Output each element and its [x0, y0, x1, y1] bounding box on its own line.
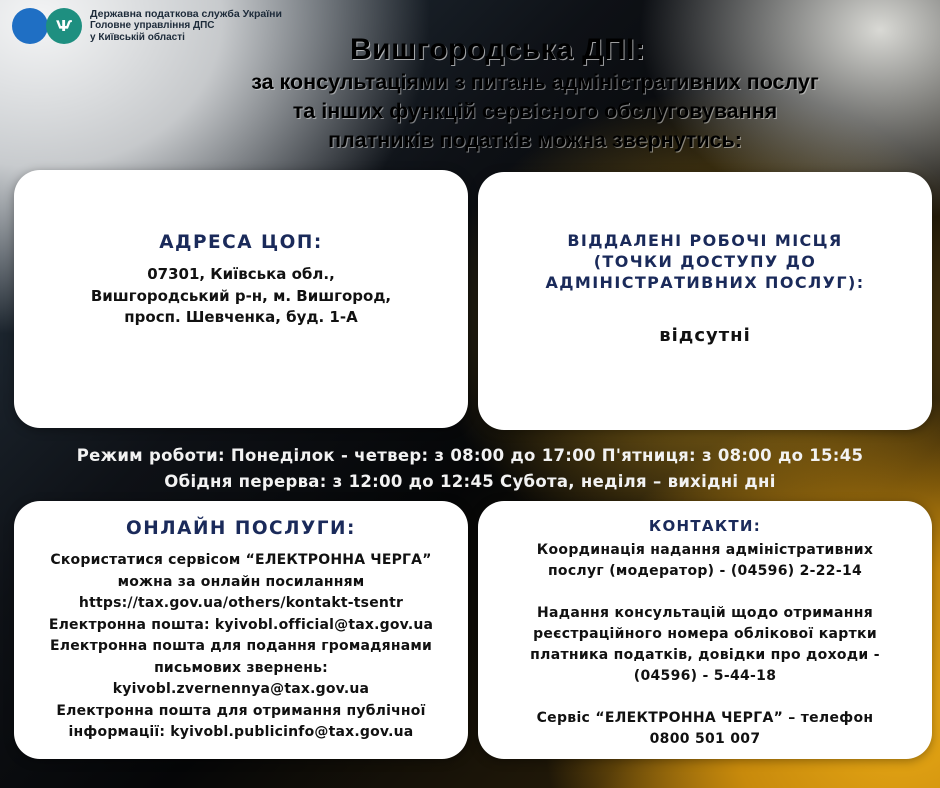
contact-line: Надання консультацій щодо отримання — [536, 605, 874, 621]
contact-line: Координація надання адміністративних — [536, 542, 874, 558]
online-line: письмових звернень: — [154, 659, 328, 676]
page-subtitle — [140, 68, 930, 155]
lunch-break-weekends: Обідня перерва: з 12:00 до 12:45 Субота, неділя – вихідні дні — [164, 472, 776, 491]
org-name-line3: у Київській області — [90, 32, 185, 43]
address-heading: АДРЕСА ЦОП: — [159, 232, 323, 253]
moderator-phone: послуг (модератор) - (04596) 2-22-14 — [547, 563, 863, 579]
online-services-card — [14, 501, 468, 759]
consultation-phone: (04596) - 5-44-18 — [633, 668, 777, 684]
remote-workplaces-card — [478, 172, 932, 430]
contact-line: Сервіс “ЕЛЕКТРОННА ЧЕРГА” – телефон — [536, 710, 874, 726]
contacts-heading: КОНТАКТИ: — [648, 517, 762, 535]
online-heading: ОНЛАЙН ПОСЛУГИ: — [126, 518, 356, 539]
trident-icon: Ѱ — [55, 16, 73, 35]
online-services-text — [18, 550, 464, 744]
logo-green-circle — [46, 8, 82, 44]
address-card — [14, 170, 468, 428]
publicinfo-email[interactable]: інформації: kyivobl.publicinfo@tax.gov.ua — [68, 724, 414, 740]
address-line2: Вишгородський р-н, м. Вишгород, — [90, 286, 392, 305]
org-name-line2: Головне управління ДПС — [90, 20, 215, 31]
contacts-card — [478, 501, 932, 759]
online-line: можна за онлайн посиланням — [117, 573, 365, 590]
page-title: Вишгородська ДПІ: — [350, 33, 646, 66]
remote-heading-line3: АДМІНІСТРАТИВНИХ ПОСЛУГ): — [545, 273, 865, 292]
address-line1: 07301, Київська обл., — [147, 265, 335, 283]
subtitle-line3: платників податків можна звернутись: — [328, 128, 742, 152]
queue-phone: 0800 501 007 — [649, 731, 761, 747]
remote-status: відсутні — [659, 325, 751, 346]
address-text — [14, 264, 468, 329]
org-name-line1: Державна податкова служба України — [90, 8, 282, 20]
online-line: Електронна пошта для отримання публічної — [56, 702, 426, 719]
contact-line: платника податків, довідки про доходи - — [530, 647, 880, 663]
remote-heading-line1: ВІДДАЛЕНІ РОБОЧІ МІСЦЯ — [567, 231, 843, 250]
org-name — [90, 8, 282, 44]
address-line3: просп. Шевченка, буд. 1-А — [124, 308, 358, 326]
online-line: Скористатися сервісом “ЕЛЕКТРОННА ЧЕРГА” — [50, 552, 432, 568]
working-hours: Режим роботи: Понеділок - четвер: з 08:00 до 17:00 П'ятниця: з 08:00 до 15:45 — [76, 446, 864, 465]
contact-line: реєстраційного номера облікової картки — [533, 626, 877, 642]
online-line: Електронна пошта для подання громадянами — [49, 638, 433, 654]
subtitle-line1: за консультаціями з питань адміністративних послуг — [251, 70, 819, 94]
official-email[interactable]: Електронна пошта: kyivobl.official@tax.gov.ua — [48, 616, 434, 633]
logo-blue-circle — [12, 8, 48, 44]
remote-heading — [478, 230, 932, 293]
org-logo — [12, 8, 282, 44]
remote-heading-line2: (ТОЧКИ ДОСТУПУ ДО — [593, 252, 817, 271]
online-service-link[interactable]: https://tax.gov.ua/others/kontakt-tsentr — [78, 595, 404, 611]
subtitle-line2: та інших функцій сервісного обслуговування — [292, 99, 778, 123]
appeals-email[interactable]: kyivobl.zvernennya@tax.gov.ua — [112, 681, 370, 697]
contacts-text — [482, 540, 928, 750]
